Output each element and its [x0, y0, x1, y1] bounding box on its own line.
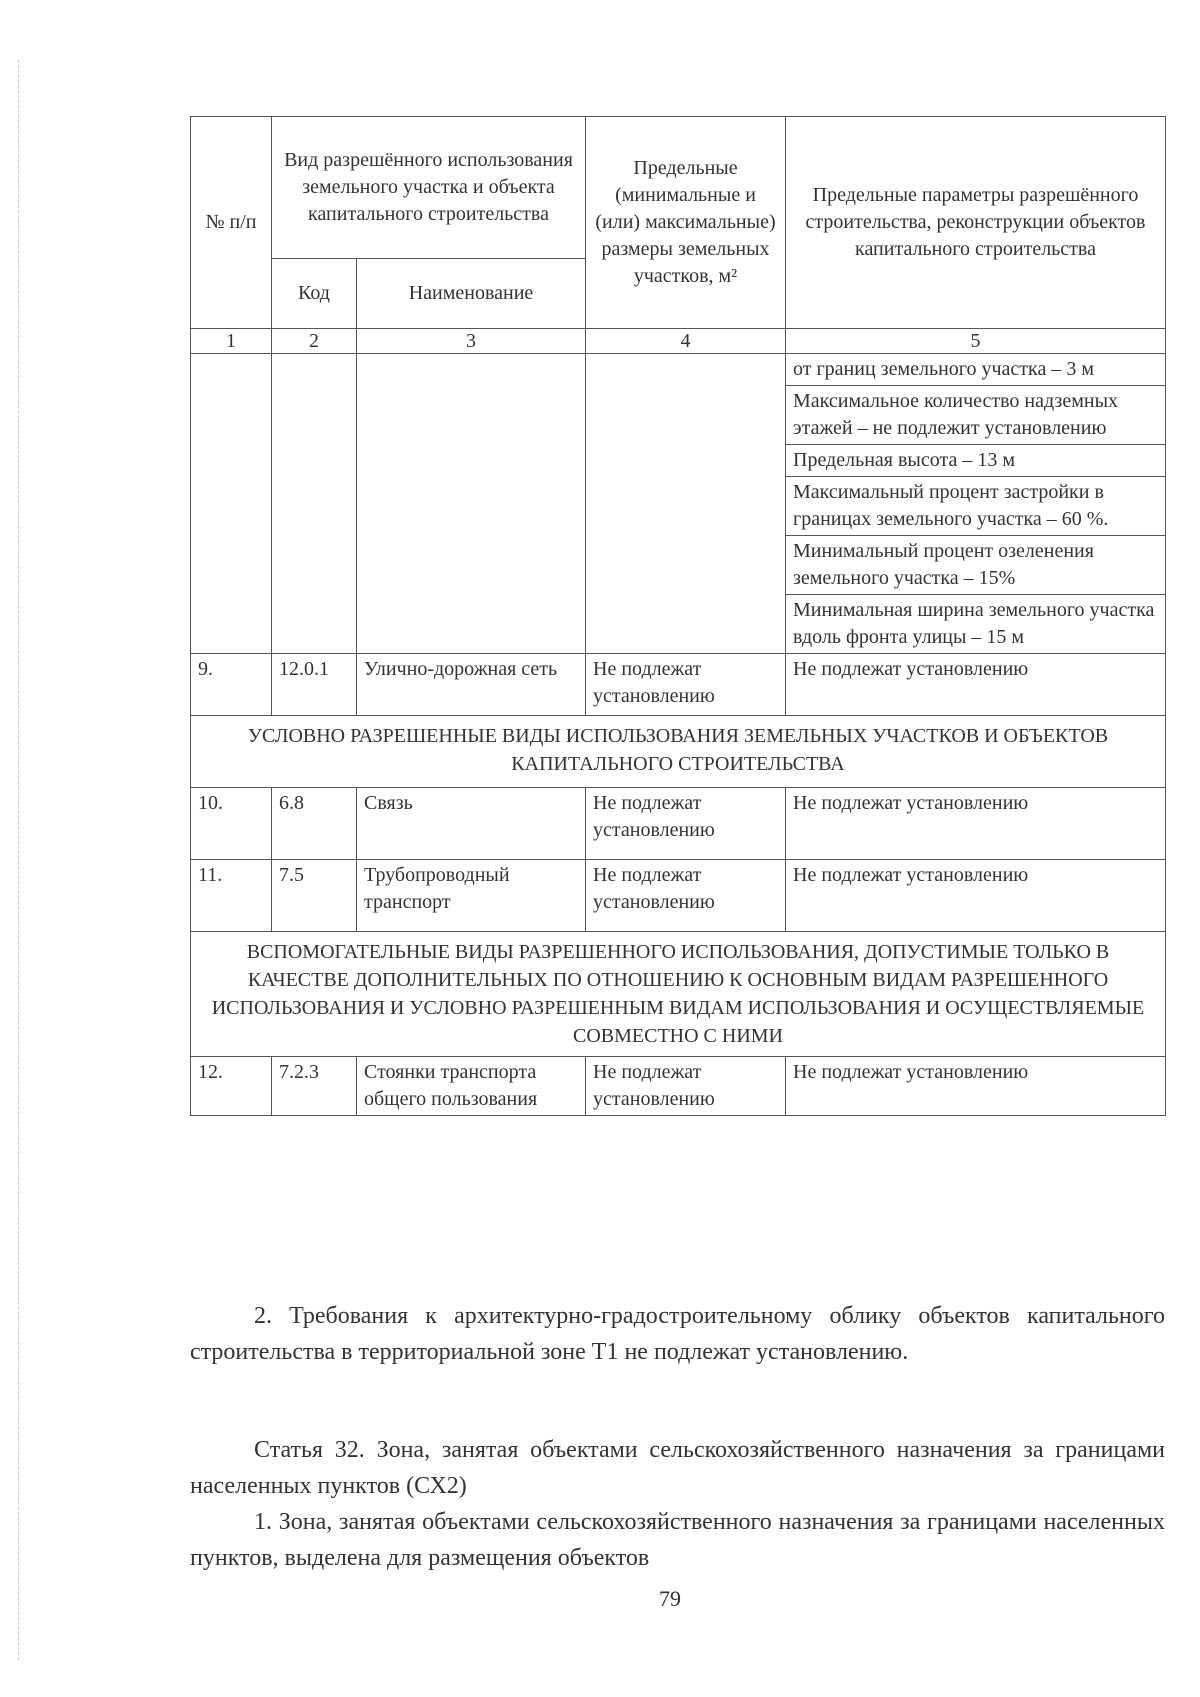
cell-empty — [357, 354, 586, 654]
section-auxiliary-heading: ВСПОМОГАТЕЛЬНЫЕ ВИДЫ РАЗРЕШЕННОГО ИСПОЛЬЗОВАНИЯ, ДОПУСТИМЫЕ ТОЛЬКО В КАЧЕСТВЕ ДОПОЛНИТЕЛЬНЫХ ПО ОТНОШЕНИЮ К ОСНОВНЫМ ВИДАМ РАЗРЕШЕННОГО ИСПОЛЬЗОВАНИЯ И УСЛОВНО РАЗРЕШЕННЫМ ВИДАМ ИСПОЛЬЗОВАНИЯ И ОСУЩЕСТВЛЯЕМЫЕ СОВМЕСТНО С НИМИ — [191, 932, 1166, 1057]
header-code: Код — [272, 259, 357, 329]
column-numbers-row — [191, 329, 1166, 354]
table-row — [191, 654, 1166, 716]
section-conditional-heading: УСЛОВНО РАЗРЕШЕННЫЕ ВИДЫ ИСПОЛЬЗОВАНИЯ ЗЕМЕЛЬНЫХ УЧАСТКОВ И ОБЪЕКТОВ КАПИТАЛЬНОГО СТРОИТЕЛЬСТВА — [191, 716, 1166, 788]
row-name: Улично-дорожная сеть — [357, 654, 586, 716]
row-params: Не подлежат установлению — [786, 860, 1166, 932]
row-name: Связь — [357, 788, 586, 860]
row-num: 9. — [191, 654, 272, 716]
table-row — [191, 788, 1166, 860]
column-number: 3 — [357, 329, 586, 354]
row-code: 7.5 — [272, 860, 357, 932]
param-frontage: Минимальная ширина земельного участка вдоль фронта улицы – 15 м — [786, 595, 1166, 654]
row-params: Не подлежат установлению — [786, 654, 1166, 716]
table-header-row — [191, 117, 1166, 259]
table-row-continued — [191, 354, 1166, 386]
header-params: Предельные параметры разрешённого строительства, реконструкции объектов капитального строительства — [786, 117, 1166, 329]
header-name: Наименование — [357, 259, 586, 329]
param-greenery: Минимальный процент озеленения земельного участка – 15% — [786, 536, 1166, 595]
row-sizes: Не подлежат установлению — [586, 860, 786, 932]
page-number: 79 — [659, 1586, 681, 1611]
row-code: 6.8 — [272, 788, 357, 860]
row-sizes: Не подлежат установлению — [586, 788, 786, 860]
cell-empty — [191, 354, 272, 654]
binder-margin-line — [18, 60, 19, 1660]
row-code: 7.2.3 — [272, 1057, 357, 1116]
row-params: Не подлежат установлению — [786, 788, 1166, 860]
column-number: 1 — [191, 329, 272, 354]
param-setback: от границ земельного участка – 3 м — [786, 354, 1166, 386]
section-row — [191, 716, 1166, 788]
row-sizes: Не подлежат установлению — [586, 654, 786, 716]
param-floors: Максимальное количество надземных этажей – не подлежит установлению — [786, 386, 1166, 445]
column-number: 4 — [586, 329, 786, 354]
row-num: 10. — [191, 788, 272, 860]
row-code: 12.0.1 — [272, 654, 357, 716]
article-32-heading: Статья 32. Зона, занятая объектами сельскохозяйственного назначения за границами населенных пунктов (СХ2) — [190, 1437, 1165, 1499]
cell-empty — [272, 354, 357, 654]
row-params: Не подлежат установлению — [786, 1057, 1166, 1116]
paragraph-item-2: 2. Требования к архитектурно-градостроительному облику объектов капитального строительства в территориальной зоне Т1 не подлежат установлению. — [190, 1303, 1165, 1365]
cell-empty — [586, 354, 786, 654]
row-name: Трубопроводный транспорт — [357, 860, 586, 932]
column-number: 2 — [272, 329, 357, 354]
header-use-type: Вид разрешённого использования земельного участка и объекта капитального строительства — [272, 117, 586, 259]
land-use-table — [190, 116, 1166, 1116]
row-name: Стоянки транспорта общего пользования — [357, 1057, 586, 1116]
row-num: 11. — [191, 860, 272, 932]
param-coverage: Максимальный процент застройки в границах земельного участка – 60 %. — [786, 477, 1166, 536]
section-row — [191, 932, 1166, 1057]
table-row — [191, 1057, 1166, 1116]
column-number: 5 — [786, 329, 1166, 354]
param-height: Предельная высота – 13 м — [786, 445, 1166, 477]
row-sizes: Не подлежат установлению — [586, 1057, 786, 1116]
header-plot-sizes: Предельные (минимальные и (или) максимальные) размеры земельных участков, м² — [586, 117, 786, 329]
header-num: № п/п — [191, 117, 272, 329]
row-num: 12. — [191, 1057, 272, 1116]
paragraph-article-32-item-1: 1. Зона, занятая объектами сельскохозяйственного назначения за границами населенных пунктов, выделена для размещения объектов — [190, 1509, 1165, 1571]
table-row — [191, 860, 1166, 932]
